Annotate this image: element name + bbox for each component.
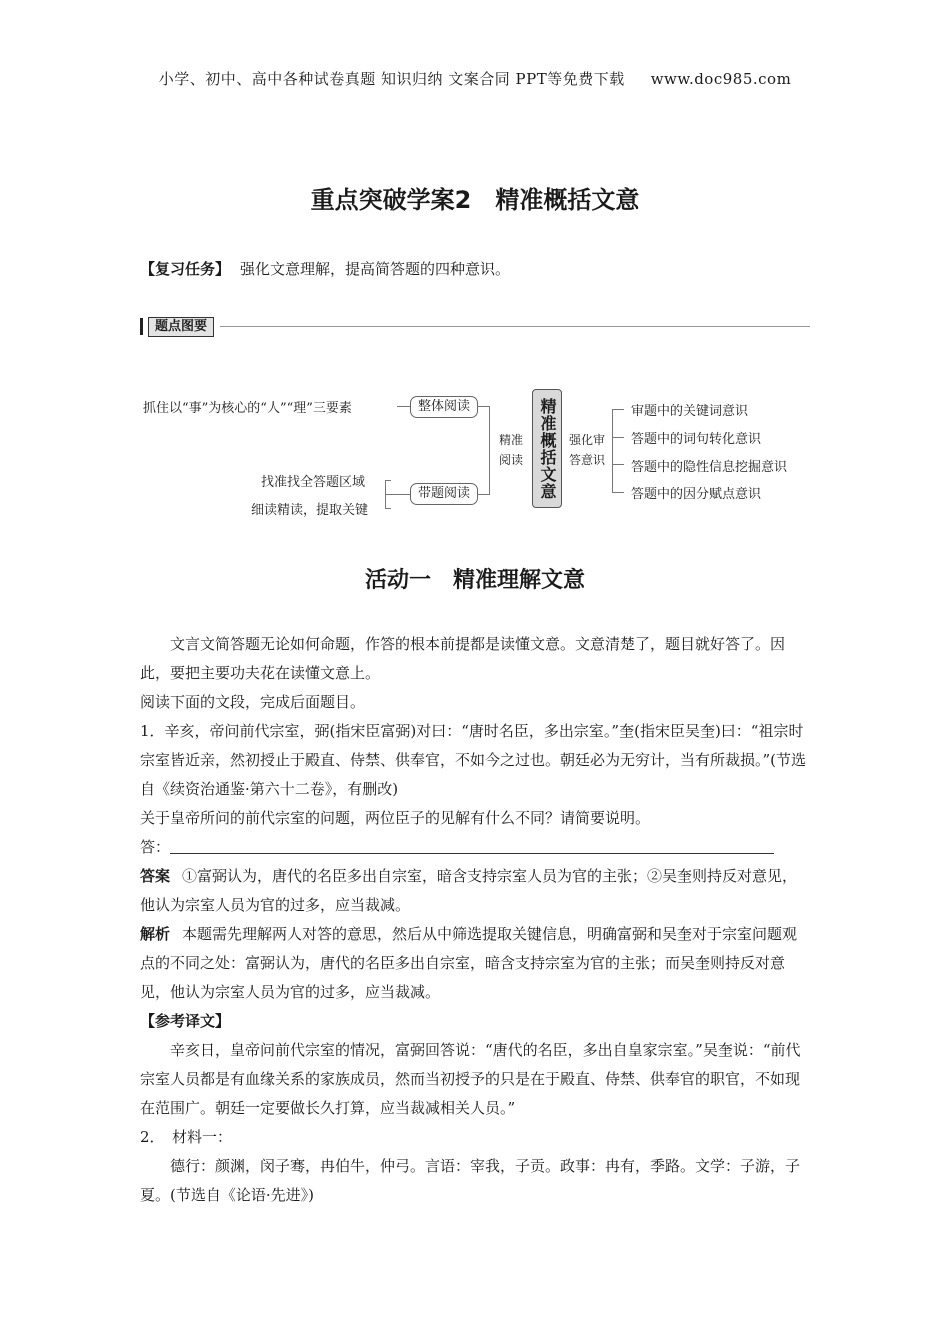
task-label: 【复习任务】 bbox=[140, 260, 231, 278]
mindmap-core: 精准概括文意 bbox=[532, 389, 562, 508]
connector bbox=[489, 406, 490, 495]
mindmap-left1: 抓住以“事”为核心的“人”“理”三要素 bbox=[143, 401, 352, 416]
answer-paragraph bbox=[140, 862, 812, 920]
mindmap-item: 答题中的因分赋点意识 bbox=[631, 487, 762, 502]
answer-line bbox=[140, 833, 812, 862]
connector bbox=[477, 494, 489, 495]
mindmap-mid2: 强化审 答意识 bbox=[568, 433, 605, 467]
header-site: www.doc985.com bbox=[650, 70, 792, 88]
connector bbox=[612, 409, 613, 492]
answer-prefix: 答： bbox=[140, 838, 171, 856]
question-1-prompt: 关于皇帝所问的前代宗室的问题，两位臣子的见解有什么不同？请简要说明。 bbox=[140, 809, 651, 827]
connector bbox=[612, 437, 624, 438]
connector bbox=[385, 508, 391, 509]
analysis-text: 本题需先理解两人对答的意思，然后从中筛选提取关键信息，明确富弼和吴奎对于宗室问题观点的不同之处：富弼认为，唐代的名臣多出自宗室，暗含支持宗室为官的主张；而吴奎则持反对意见，他认为宗室人员为官的过多，应当裁减。 bbox=[140, 925, 798, 1001]
mindmap-item: 答题中的词句转化意识 bbox=[631, 432, 762, 447]
analysis-label: 解析 bbox=[140, 925, 171, 943]
instruction: 阅读下面的文段，完成后面题目。 bbox=[140, 693, 366, 711]
section-rule bbox=[220, 326, 810, 327]
activity-title: 活动一 精准理解文意 bbox=[364, 568, 585, 593]
reference-text: 辛亥日，皇帝问前代宗室的情况，富弼回答说：“唐代的名臣，多出自皇家宗室。”吴奎说：“前代宗室人员都是有血缘关系的家族成员，然而当初授予的只是在于殿直、侍禁、供奉官的职官，不如现在范围广。朝廷一定要做长久打算，应当裁减相关人员。” bbox=[140, 1041, 801, 1117]
analysis-paragraph bbox=[140, 920, 812, 1007]
question-2-head: 2． 材料一： bbox=[140, 1128, 233, 1146]
intro-paragraph: 文言文简答题无论如何命题，作答的根本前提都是读懂文意。文意清楚了，题目就好答了。因此，要把主要功夫花在读懂文意上。 bbox=[140, 635, 786, 682]
connector bbox=[385, 494, 410, 495]
mindmap-left2a: 找准找全答题区域 bbox=[261, 475, 366, 490]
mindmap-mid: 精准 阅读 bbox=[498, 433, 523, 467]
answer-text: ①富弼认为，唐代的名臣多出自宗室，暗含支持宗室人员为官的主张；②吴奎则持反对意见，他认为宗室人员为官的过多，应当裁减。 bbox=[140, 867, 798, 914]
section-label: 题点图要 bbox=[148, 317, 214, 337]
connector bbox=[385, 480, 391, 481]
mindmap-box-question: 带题阅读 bbox=[410, 483, 478, 505]
mindmap-item: 答题中的隐性信息挖掘意识 bbox=[631, 460, 788, 475]
page-header bbox=[0, 68, 950, 89]
connector bbox=[612, 464, 624, 465]
connector bbox=[477, 406, 489, 407]
question-1-text: 1．辛亥，帝问前代宗室，弼(指宋臣富弼)对曰：“唐时名臣，多出宗室。”奎(指宋臣吴奎)曰：“祖宗时宗室皆近亲，然初授止于殿直、侍禁、供奉官，不如今之过也。朝廷必为无穷计，当有所裁损。”(节选自《续资治通鉴·第六十二卷》，有删改) bbox=[140, 722, 807, 798]
task-text: 强化文意理解，提高简答题的四种意识。 bbox=[240, 260, 511, 278]
body-text bbox=[140, 630, 812, 1210]
section-bar bbox=[140, 318, 143, 335]
header-text: 小学、初中、高中各种试卷真题 知识归纳 文案合同 PPT等免费下载 bbox=[158, 70, 625, 88]
mindmap-left2b: 细读精读，提取关键 bbox=[251, 503, 369, 518]
section-header bbox=[140, 317, 810, 337]
mindmap-item: 审题中的关键词意识 bbox=[631, 404, 749, 419]
mindmap-box-overall: 整体阅读 bbox=[410, 396, 478, 418]
connector bbox=[397, 406, 410, 407]
connector bbox=[612, 492, 624, 493]
connector bbox=[612, 409, 624, 410]
answer-label: 答案 bbox=[140, 867, 171, 885]
review-task bbox=[140, 258, 510, 279]
question-2-text: 德行：颜渊，闵子骞，冉伯牛，仲弓。言语：宰我，子贡。政事：冉有，季路。文学：子游，子夏。(节选自《论语·先进》) bbox=[140, 1157, 801, 1204]
answer-blank[interactable] bbox=[170, 837, 774, 854]
page-title: 重点突破学案2 精准概括文意 bbox=[310, 186, 640, 214]
reference-label: 【参考译文】 bbox=[140, 1012, 231, 1030]
